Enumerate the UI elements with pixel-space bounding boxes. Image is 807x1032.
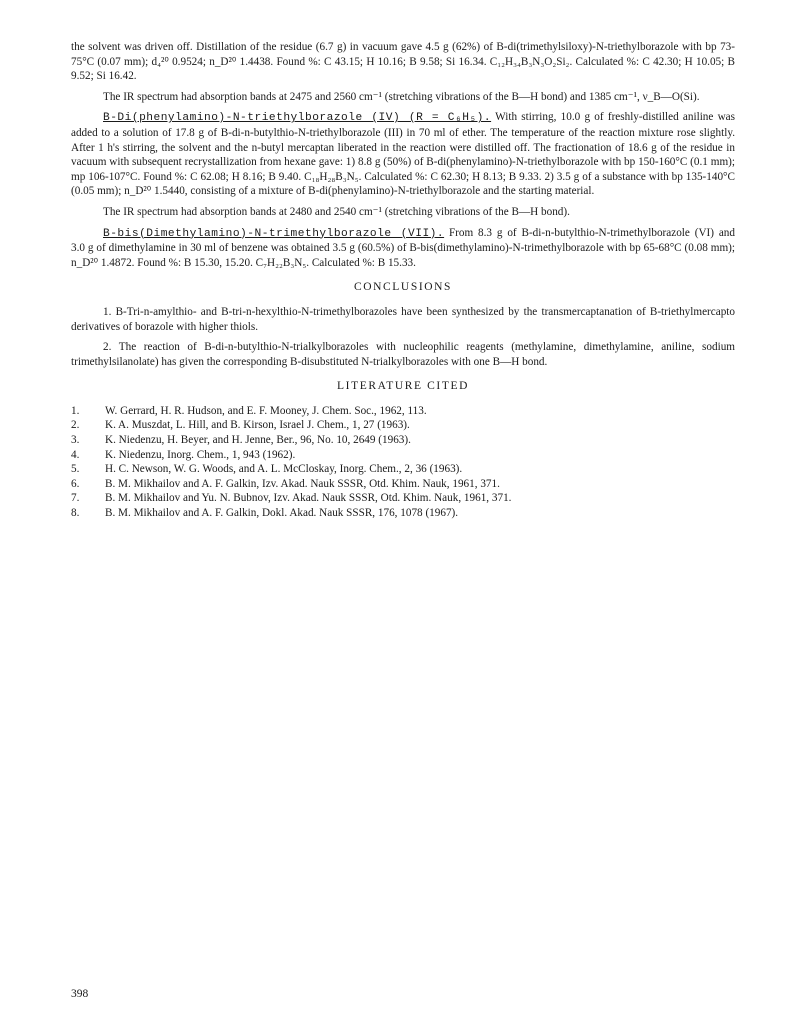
- reference-text: B. M. Mikhailov and A. F. Galkin, Dokl. Akad. Nauk SSSR, 176, 1078 (1967).: [105, 507, 459, 520]
- paragraph-ir-1: The IR spectrum had absorption bands at 2475 and 2560 cm⁻¹ (stretching vibrations of the B—H bond) and 1385 cm⁻¹, ν_B—O(Si).: [103, 90, 700, 103]
- reference-item: [71, 491, 735, 506]
- reference-number: 3.: [71, 434, 80, 447]
- page-number: 398: [71, 988, 89, 1000]
- reference-item: [71, 418, 735, 433]
- page-body: [71, 40, 735, 521]
- paragraph-1: the solvent was driven off. Distillation of the residue (6.7 g) in vacuum gave 4.5 g (62%) of B-di(trimethylsiloxy)-N-triethylborazole with bp 73-75°C (0.07 mm); d₄²⁰ 0.9524; n_D²⁰ 1.4438. Found %: C 43.15; H 10.16; B 9.58; Si 16.34. C₁₂H₃₄B₃N₃O₂Si₂. Calculated %: C 42.30; H 10.05; B 9.52; Si 16.42.: [71, 41, 735, 83]
- reference-item: [71, 506, 735, 521]
- conclusion-item: 2. The reaction of B-di-n-butylthio-N-trialkylborazoles with nucleophilic reagents (methylamine, dimethylamine, aniline, sodium trimethylsilanolate) has given the corresponding B-disubstituted N-trialkylborazoles with one B—H bond.: [71, 341, 735, 368]
- reference-item: [71, 404, 735, 419]
- reference-number: 8.: [71, 507, 80, 520]
- reference-number: 7.: [71, 492, 80, 505]
- reference-number: 6.: [71, 477, 80, 490]
- reference-text: K. Niedenzu, Inorg. Chem., 1, 943 (1962).: [105, 448, 296, 461]
- reference-item: [71, 462, 735, 477]
- reference-number: 1.: [71, 404, 80, 417]
- reference-text: H. C. Newson, W. G. Woods, and A. L. McCloskay, Inorg. Chem., 2, 36 (1963).: [105, 463, 463, 476]
- reference-text: K. Niedenzu, H. Beyer, and H. Jenne, Ber., 96, No. 10, 2649 (1963).: [105, 434, 411, 447]
- reference-number: 2.: [71, 419, 80, 432]
- reference-text: B. M. Mikhailov and Yu. N. Bubnov, Izv. Akad. Nauk SSSR, Otd. Khim. Nauk, 1961, 371.: [105, 492, 512, 505]
- reference-list: [71, 404, 735, 521]
- compound-vii-text: From 8.3 g of B-di-n-butylthio-N-trimethylborazole (VI) and 3.0 g of dimethylamine in 30 ml of benzene was obtained 3.5 g (60.5%) of B-bis(dimethylamino)-N-trimethylborazole with bp 65-68°C (0.08 mm); n_D²⁰ 1.4872. Found %: B 15.30, 15.20. C₇H₂₂B₃N₅. Calculated %: B 15.33.: [71, 226, 735, 269]
- reference-number: 5.: [71, 463, 80, 476]
- paragraph-compound-vii: [71, 226, 735, 271]
- paragraph-ir-2: The IR spectrum had absorption bands at 2480 and 2540 cm⁻¹ (stretching vibrations of the B—H bond).: [103, 205, 570, 218]
- reference-item: [71, 477, 735, 492]
- reference-text: W. Gerrard, H. R. Hudson, and E. F. Mooney, J. Chem. Soc., 1962, 113.: [105, 404, 427, 417]
- compound-vii-heading: B-bis(Dimethylamino)-N-trimethylborazole (VII).: [103, 227, 445, 240]
- compound-iv-heading: B-Di(phenylamino)-N-triethylborazole (IV) (R = C₆H₅).: [103, 112, 492, 125]
- literature-heading: LITERATURE CITED: [337, 380, 469, 393]
- reference-text: K. A. Muszdat, L. Hill, and B. Kirson, Israel J. Chem., 1, 27 (1963).: [105, 419, 410, 432]
- conclusion-item: 1. B-Tri-n-amylthio- and B-tri-n-hexylthio-N-trimethylborazoles have been synthesized by the transmercaptanation of B-triethylmercapto derivatives of borazole with higher thiols.: [71, 305, 735, 333]
- paragraph-compound-iv: [71, 110, 735, 199]
- compound-iv-text: With stirring, 10.0 g of freshly-distilled aniline was added to a solution of 17.8 g of B-di-n-butylthio-N-triethylborazole (III) in 70 ml of ether. The temperature of the reaction mixture rose slightly. After 1 h's stirring, the solvent and the n-butyl mercaptan liberated in the reaction were distilled off. The fractionation of 18.6 g of the residue in vacuum with subsequent recrystallization from hexane gave: 1) 8.8 g (50%) of B-di(phenylamino)-N-triethylborazole with bp 150-160°C (0.1 mm); mp 106-107°C. Found %: C 62.08; H 8.16; B 9.40. C₁₈H₂₈B₃N₅. Calculated %: C 62.30; H 8.13; B 9.33. 2) 3.5 g of a substance with bp 135-140°C (0.05 mm); n_D²⁰ 1.5440, consisting of a mixture of B-di(phenylamino)-N-triethylborazole and the starting material.: [71, 111, 735, 198]
- reference-item: [71, 448, 735, 463]
- reference-number: 4.: [71, 448, 80, 461]
- conclusions-heading: CONCLUSIONS: [353, 281, 453, 294]
- reference-item: [71, 433, 735, 448]
- reference-text: B. M. Mikhailov and A. F. Galkin, Izv. Akad. Nauk SSSR, Otd. Khim. Nauk, 1961, 371.: [105, 477, 500, 490]
